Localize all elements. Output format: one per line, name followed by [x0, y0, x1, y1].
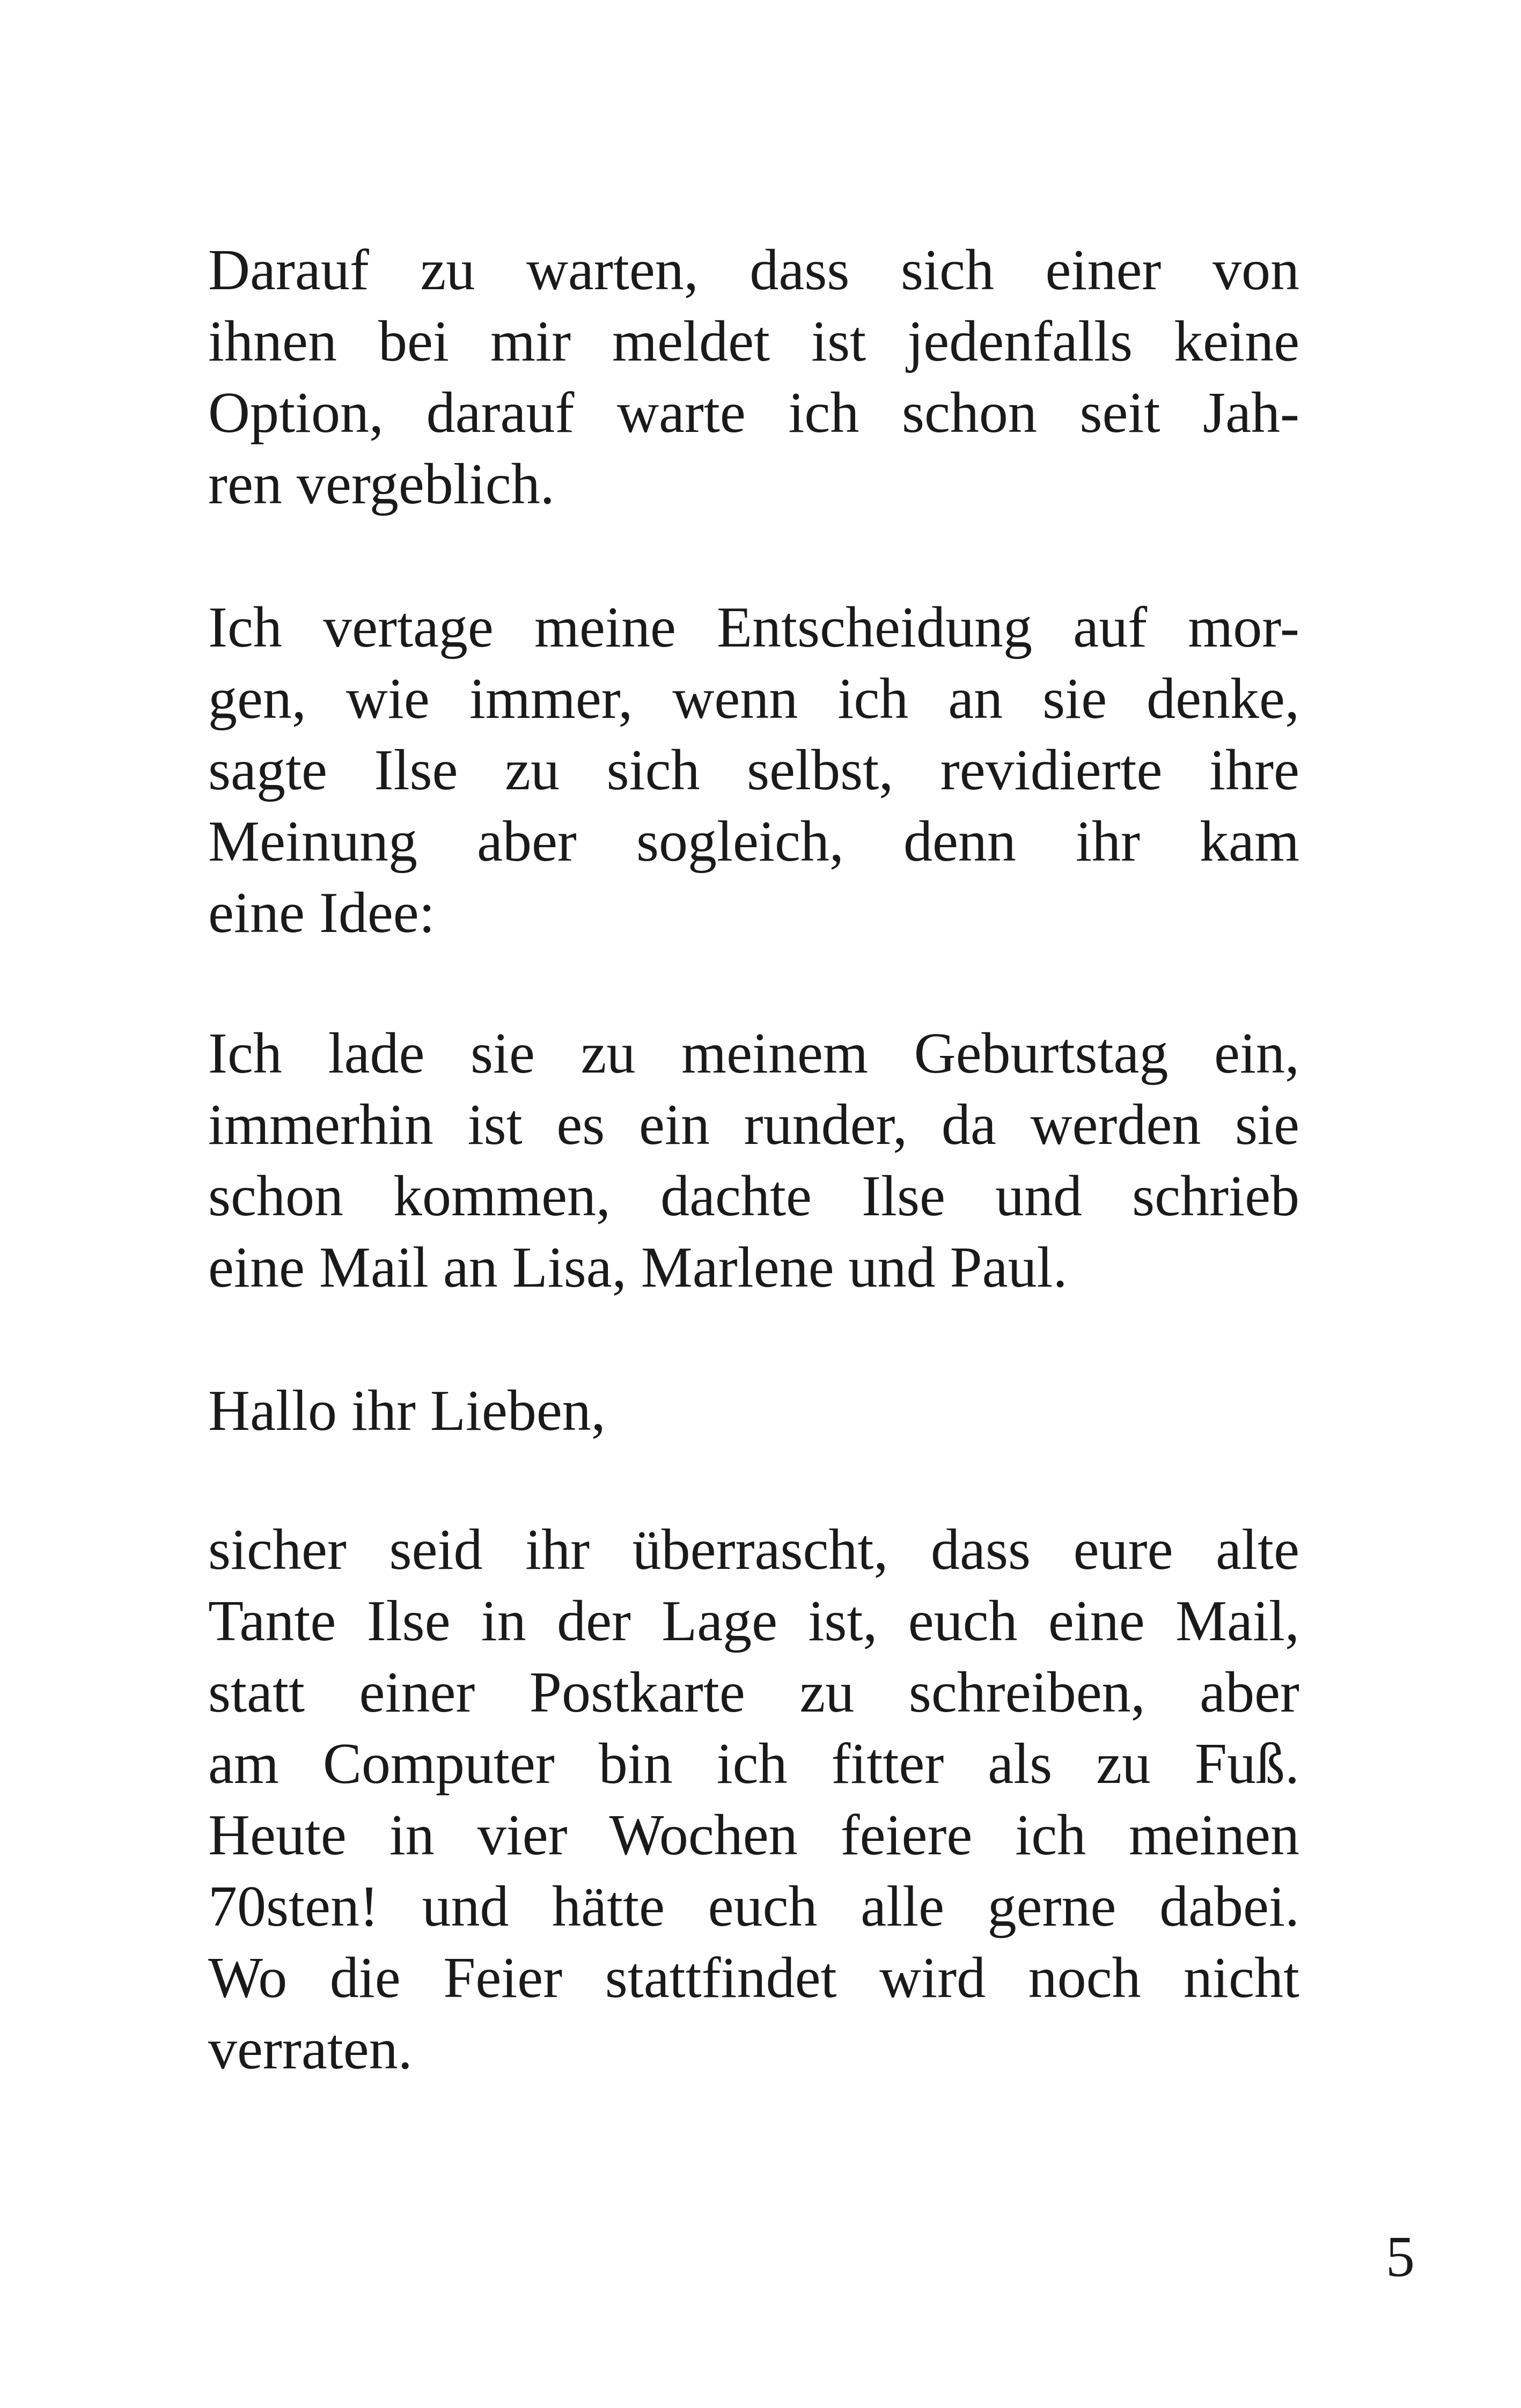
paragraph-1: [208, 234, 1299, 520]
page-number: 5: [1386, 2225, 1415, 2289]
paragraph-3: [208, 1018, 1299, 1303]
text-line: Ich lade sie zu meinem Geburtstag ein,: [208, 1022, 1299, 1085]
text-line: am Computer bin ich fitter als zu Fuß.: [208, 1732, 1299, 1796]
text-line: Option, darauf warte ich schon seit Jah-: [208, 381, 1299, 445]
text-line: sicher seid ihr überrascht, dass eure alte: [208, 1518, 1299, 1582]
text-line: ren vergeblich.: [208, 452, 555, 516]
text-line: Meinung aber sogleich, denn ihr kam: [208, 810, 1299, 873]
text-line: verraten.: [208, 2017, 413, 2081]
text-line: Hallo ihr Lieben,: [208, 1379, 606, 1443]
text-line: Tante Ilse in der Lage ist, euch eine Mail,: [208, 1589, 1299, 1653]
text-line: Ich vertage meine Entscheidung auf mor-: [208, 596, 1299, 659]
paragraph-2: [208, 592, 1299, 949]
text-line: ihnen bei mir meldet ist jedenfalls keine: [208, 310, 1299, 373]
text-line: sagte Ilse zu sich selbst, revidierte ihre: [208, 738, 1299, 802]
text-line: gen, wie immer, wenn ich an sie denke,: [208, 667, 1299, 731]
text-line: eine Idee:: [208, 881, 435, 945]
text-line: immerhin ist es ein runder, da werden sie: [208, 1093, 1299, 1157]
text-line: statt einer Postkarte zu schreiben, aber: [208, 1661, 1299, 1724]
text-line: eine Mail an Lisa, Marlene und Paul.: [208, 1236, 1068, 1300]
text-line: schon kommen, dachte Ilse und schrieb: [208, 1164, 1299, 1228]
text-line: Darauf zu warten, dass sich einer von: [208, 238, 1299, 302]
text-line: Wo die Feier stattfindet wird noch nicht: [208, 1946, 1299, 2010]
salutation: [208, 1375, 1299, 1447]
paragraph-4: [208, 1514, 1299, 2085]
text-line: 70sten! und hätte euch alle gerne dabei.: [208, 1875, 1299, 1939]
text-line: Heute in vier Wochen feiere ich meinen: [208, 1803, 1299, 1867]
